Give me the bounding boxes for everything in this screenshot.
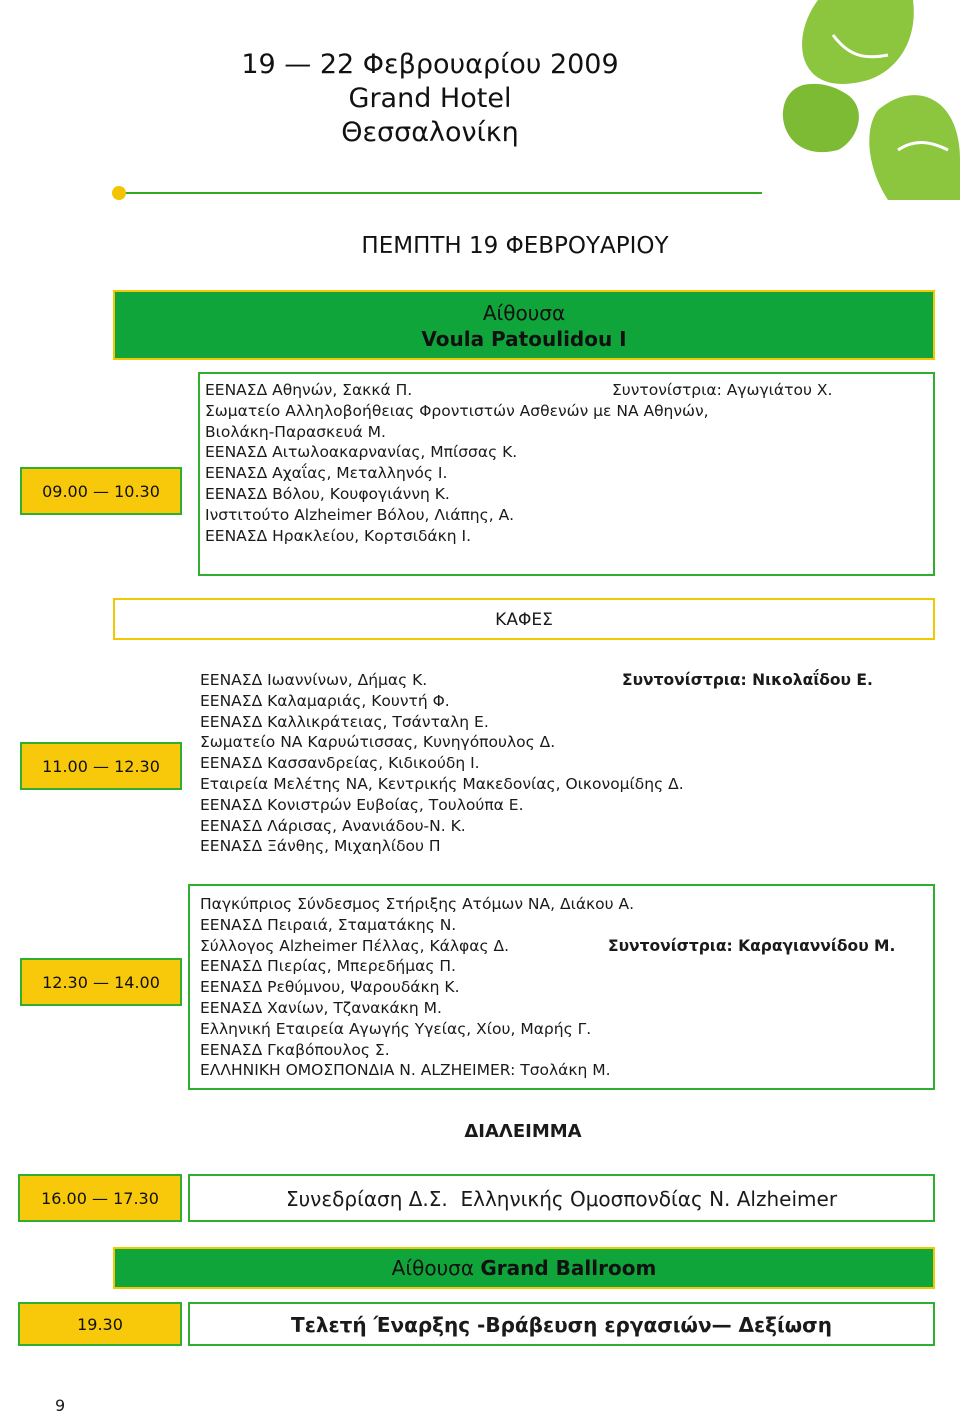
list-item: Εταιρεία Μελέτης ΝΑ, Κεντρικής Μακεδονίας, Οικονομίδης Δ. xyxy=(200,774,684,793)
time-label: 19.30 xyxy=(77,1314,123,1334)
time-label: 12.30 — 14.00 xyxy=(42,972,160,992)
session-box-3 xyxy=(188,884,935,1090)
list-item: ΕΕΝΑΣΔ Καλλικράτειας, Τσάνταλη Ε. xyxy=(200,712,489,731)
coordinator: Συντονίστρια: Νικολαΐδου Ε. xyxy=(622,671,873,689)
list-item: ΕΕΝΑΣΔ Πειραιά, Σταματάκης Ν. xyxy=(200,915,457,934)
coordinator: Συντονίστρια: Αγωγιάτου Χ. xyxy=(612,381,833,399)
session-time-1 xyxy=(20,467,182,515)
list-item: Παγκύπριος Σύνδεσμος Στήριξης Ατόμων ΝΑ, Διάκου Α. xyxy=(200,895,635,913)
list-item: ΕΕΝΑΣΔ Πιερίας, Μπερεδήμας Π. xyxy=(200,957,456,976)
list-item: Σωματείο ΝΑ Καρυώτισσας, Κυνηγόπουλος Δ. xyxy=(200,733,556,752)
session-text: Συνεδρίαση Δ.Σ. Ελληνικής Ομοσπονδίας Ν. Alzheimer xyxy=(285,1187,838,1211)
event-hotel: Grand Hotel xyxy=(348,83,512,114)
coffee-break-box xyxy=(113,598,935,640)
session-lines xyxy=(200,894,634,1081)
session-lines xyxy=(205,380,709,546)
session-box-2 xyxy=(198,660,935,870)
time-label: 09.00 — 10.30 xyxy=(42,481,160,501)
list-item: ΕΕΝΑΣΔ Ξάνθης, Μιχαηλίδου Π xyxy=(200,837,441,856)
session-box-1 xyxy=(198,372,935,576)
list-item: Ελληνική Εταιρεία Αγωγής Υγείας, Χίου, Μαρής Γ. xyxy=(200,1019,592,1038)
session-time-2 xyxy=(20,742,182,790)
divider-dot xyxy=(112,186,126,200)
list-item: ΕΕΝΑΣΔ Ιωαννίνων, Δήμας Κ. xyxy=(200,671,428,689)
list-item: ΕΛΛΗΝΙΚΗ ΟΜΟΣΠΟΝΔΙΑ Ν. ALZHEIMER: Τσολάκη Μ. xyxy=(200,1061,611,1080)
list-item: ΕΕΝΑΣΔ Αχαΐας, Μεταλληνός Ι. xyxy=(205,464,448,483)
header-divider xyxy=(120,192,762,194)
session-time-5 xyxy=(18,1302,182,1346)
list-item: ΕΕΝΑΣΔ Ηρακλείου, Κορτσιδάκη Ι. xyxy=(205,526,472,545)
list-item: Σύλλογος Alzheimer Πέλλας, Κάλφας Δ. xyxy=(200,936,510,955)
page-number: 9 xyxy=(55,1396,66,1415)
list-item: ΕΕΝΑΣΔ Καλαμαριάς, Κουντή Φ. xyxy=(200,691,450,710)
list-item: ΕΕΝΑΣΔ Κασσανδρείας, Κιδικούδη Ι. xyxy=(200,754,480,773)
list-item: Ινστιτούτο Alzheimer Βόλου, Λιάπης, Α. xyxy=(205,505,515,524)
session-time-4 xyxy=(18,1174,182,1222)
room-banner-1 xyxy=(113,290,935,360)
room-banner-2 xyxy=(113,1247,935,1289)
list-item: ΕΕΝΑΣΔ Χανίων, Τζανακάκη Μ. xyxy=(200,998,442,1017)
list-item: ΕΕΝΑΣΔ Κονιστρών Ευβοίας, Τουλούπα Ε. xyxy=(200,795,524,814)
time-label: 11.00 — 12.30 xyxy=(42,756,160,776)
room-name: Grand Ballroom xyxy=(480,1256,657,1280)
session-lines xyxy=(200,670,684,857)
list-item: ΕΕΝΑΣΔ Ρεθύμνου, Ψαρουδάκη Κ. xyxy=(200,978,460,997)
list-item: ΕΕΝΑΣΔ Αθηνών, Σακκά Π. xyxy=(205,381,413,399)
event-dates: 19 — 22 Φεβρουαρίου 2009 xyxy=(241,49,619,80)
list-item: ΕΕΝΑΣΔ Λάρισας, Ανανιάδου-Ν. Κ. xyxy=(200,816,466,835)
event-city: Θεσσαλονίκη xyxy=(341,117,519,148)
time-label: 16.00 — 17.30 xyxy=(41,1188,159,1208)
coordinator: Συντονίστρια: Καραγιαννίδου Μ. xyxy=(608,936,896,955)
event-header xyxy=(200,48,660,150)
list-item: Βιολάκη-Παρασκευά Μ. xyxy=(205,422,386,441)
session-time-3 xyxy=(20,958,182,1006)
break-label: ΔΙΑΛΕΙΜΜΑ xyxy=(464,1121,582,1142)
room-label: Αίθουσα xyxy=(482,301,566,325)
list-item: ΕΕΝΑΣΔ Βόλου, Κουφογιάννη Κ. xyxy=(205,484,450,503)
list-item: ΕΕΝΑΣΔ Αιτωλοακαρνανίας, Μπίσσας Κ. xyxy=(205,443,518,462)
day-title: ΠΕΜΠΤΗ 19 ΦΕΒΡΟΥΑΡΙΟΥ xyxy=(361,233,669,259)
session-box-5 xyxy=(188,1302,935,1346)
room-name: Voula Patoulidou I xyxy=(421,327,627,351)
leaf-logo-icon xyxy=(748,0,960,200)
list-item: ΕΕΝΑΣΔ Γκαβόπουλος Σ. xyxy=(200,1040,390,1059)
room-label: Αίθουσα xyxy=(391,1256,475,1280)
session-text: Τελετή Έναρξης -Βράβευση εργασιών— Δεξίωση xyxy=(291,1313,832,1337)
list-item: Σωματείο Αλληλοβοήθειας Φροντιστών Ασθενών με ΝΑ Αθηνών, xyxy=(205,401,709,420)
coffee-label: ΚΑΦΕΣ xyxy=(495,610,553,630)
session-box-4 xyxy=(188,1174,935,1222)
